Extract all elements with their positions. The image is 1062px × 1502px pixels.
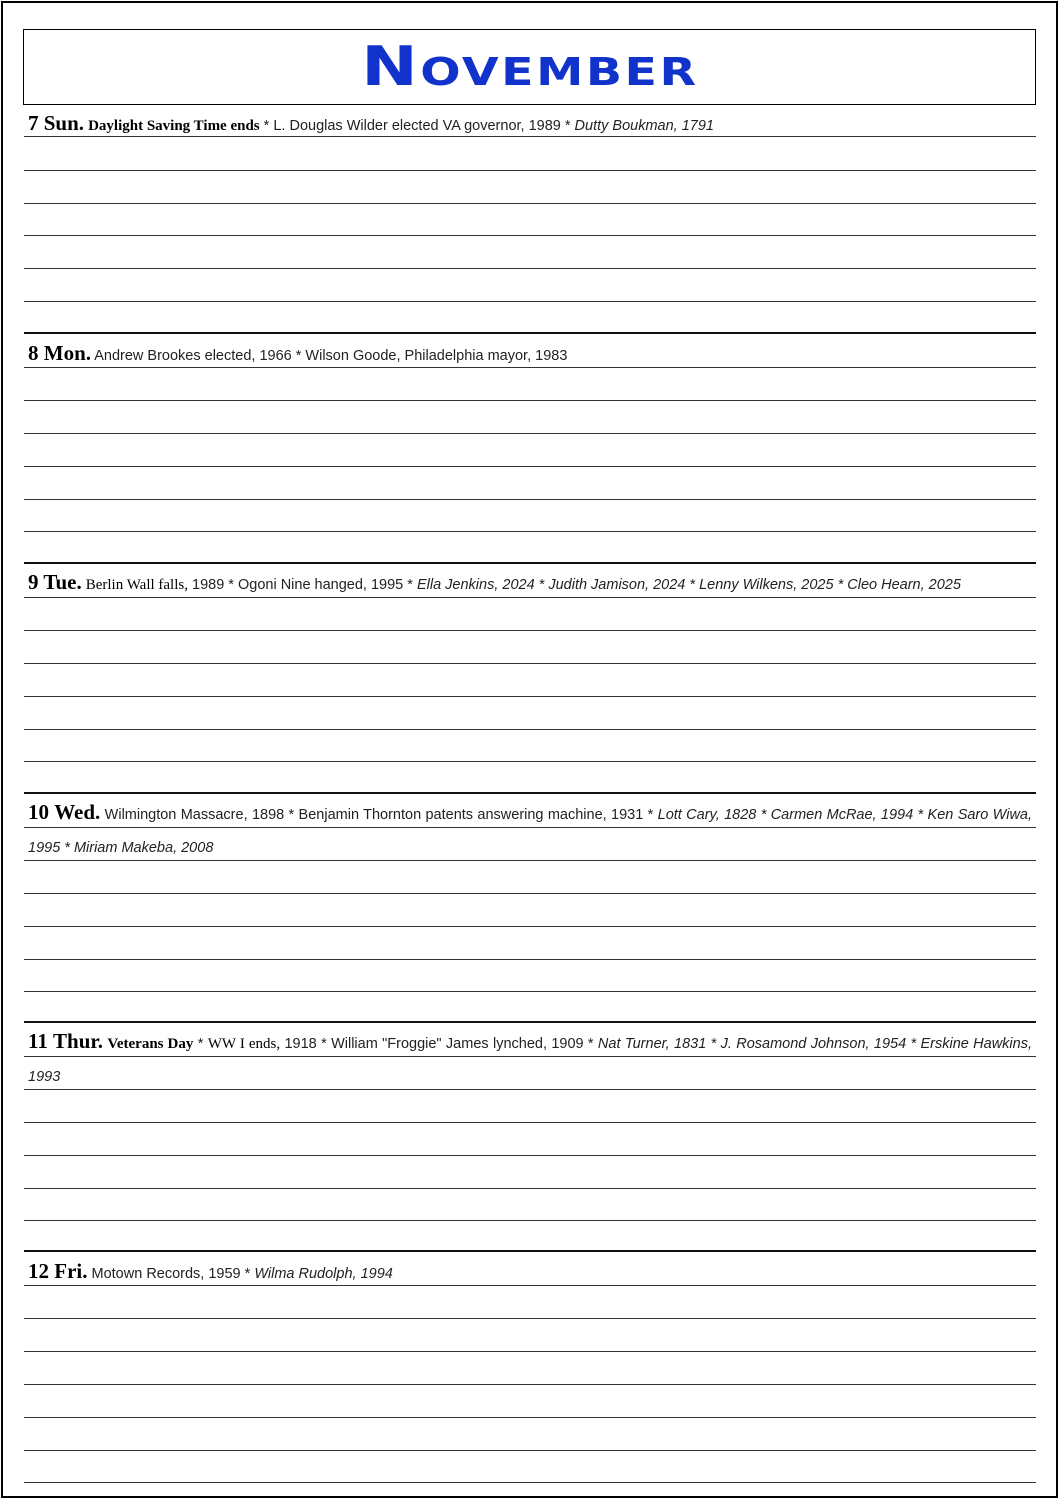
month-header [23,29,1036,105]
writing-line [24,630,1036,631]
writing-line [24,1318,1036,1319]
day-section-11 [24,1021,1036,1253]
writing-line [24,1122,1036,1123]
events-text: Wilmington Massacre, 1898 * Benjamin Thornton patents answering machine, 1931 * [104,807,658,823]
event-serif-text: Berlin Wall falls, [85,577,188,593]
writing-line [24,400,1036,401]
event-serif-text: WW I ends, [207,1036,281,1052]
day-entry-text [28,1025,1032,1094]
writing-line [24,696,1036,697]
events-text: 1989 * Ogoni Nine hanged, 1995 * [187,577,417,593]
writing-line [24,466,1036,467]
day-label: 9 Tue. [28,570,82,594]
day-label: 10 Wed. [28,800,101,824]
separator: * [259,118,274,134]
writing-line [24,827,1036,828]
day-label: 11 Thur. [28,1029,104,1053]
calendar-page [1,1,1058,1498]
day-section-10 [24,792,1036,1024]
writing-line [24,1384,1036,1385]
writing-line [24,1056,1036,1057]
writing-line [24,499,1036,500]
remembrance-text: Nat Turner, 1831 * J. Rosamond Johnson, 1954 * Erskine Hawkins, 1993 [28,1036,1032,1085]
day-section-7 [24,107,1036,333]
day-label: 7 Sun. [28,111,85,135]
writing-line [24,893,1036,894]
writing-line [24,268,1036,269]
remembrance-text: Dutty Boukman, 1791 [574,118,714,134]
remembrance-text: Lott Cary, 1828 * Carmen McRae, 1994 * Ken Saro Wiwa, 1995 * Miriam Makeba, 2008 [28,807,1033,856]
writing-line [24,991,1036,992]
remembrance-text: Wilma Rudolph, 1994 [254,1266,393,1282]
separator: * [193,1036,208,1052]
writing-line [24,1188,1036,1189]
events-text: Motown Records, 1959 * [91,1266,255,1282]
events-text: 1918 * William "Froggie" James lynched, 1909 * [280,1036,598,1052]
writing-line [24,1417,1036,1418]
day-label: 8 Mon. [28,341,91,365]
writing-line [24,597,1036,598]
writing-line [24,170,1036,171]
day-section-12 [24,1250,1036,1492]
writing-line [24,959,1036,960]
day-entry-text [28,796,1032,865]
writing-line [24,926,1036,927]
writing-line [24,663,1036,664]
events-text: L. Douglas Wilder elected VA governor, 1989 * [273,118,575,134]
writing-line [24,203,1036,204]
writing-line [24,1089,1036,1090]
writing-line [24,235,1036,236]
writing-line [24,1220,1036,1221]
day-section-9 [24,562,1036,794]
writing-line [24,729,1036,730]
writing-line [24,1155,1036,1156]
writing-line [24,301,1036,302]
holiday-text: Daylight Saving Time ends [88,118,260,134]
day-label: 12 Fri. [28,1259,88,1283]
writing-line [24,1285,1036,1286]
month-title: November [360,35,699,98]
writing-line [24,860,1036,861]
writing-line [24,531,1036,532]
events-text: Andrew Brookes elected, 1966 * Wilson Goode, Philadelphia mayor, 1983 [94,348,568,364]
writing-line [24,367,1036,368]
remembrance-text: Ella Jenkins, 2024 * Judith Jamison, 2024 * Lenny Wilkens, 2025 * Cleo Hearn, 2025 [416,577,961,593]
writing-line [24,761,1036,762]
day-section-8 [24,332,1036,564]
writing-line [24,1450,1036,1451]
writing-line [24,433,1036,434]
writing-line [24,136,1036,137]
writing-line [24,1351,1036,1352]
holiday-text: Veterans Day [107,1036,194,1052]
writing-line [24,1482,1036,1483]
